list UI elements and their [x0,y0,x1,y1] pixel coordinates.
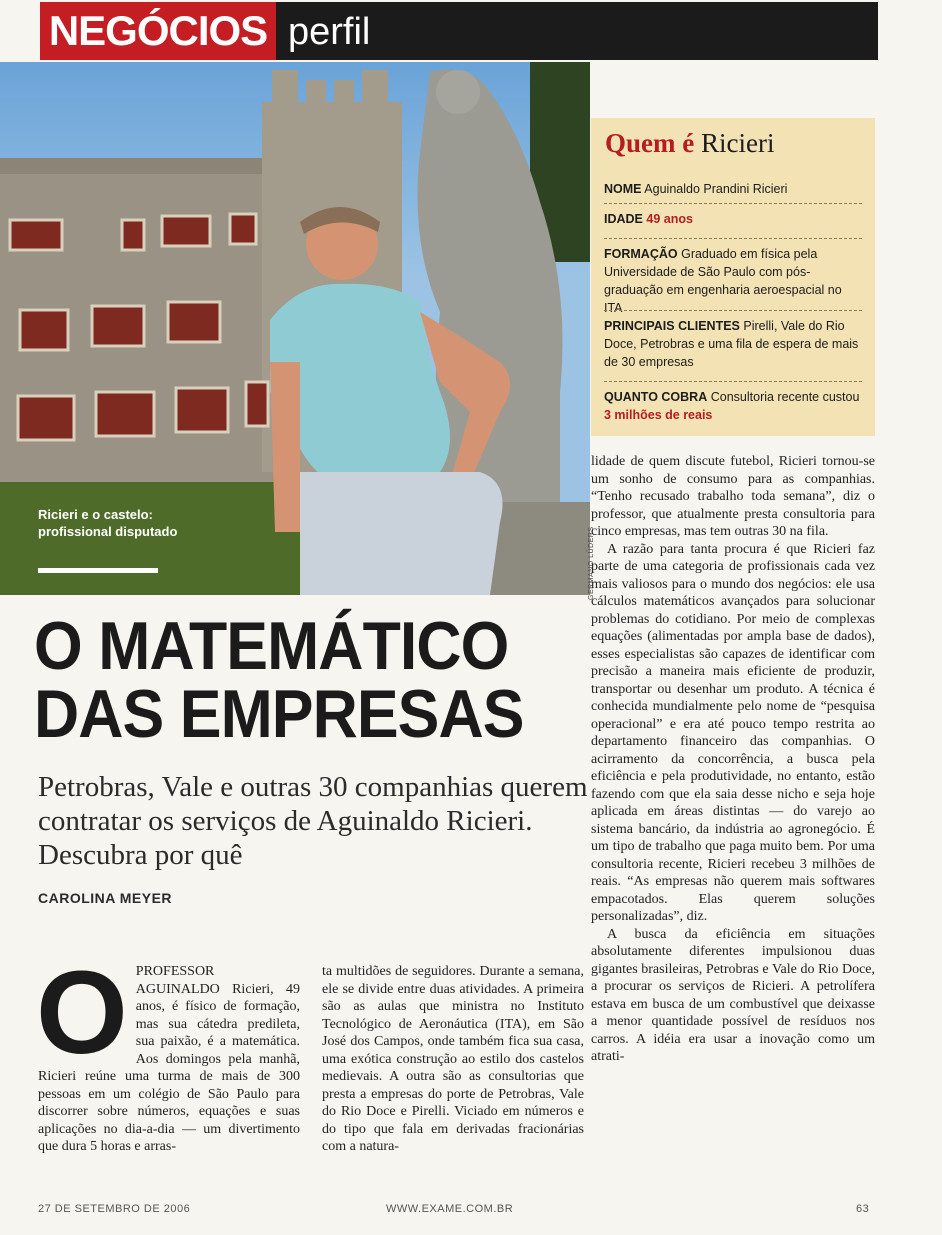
headline-line-1: O MATEMÁTICO [34,608,509,684]
sidebar-row-idade [604,203,862,228]
body-column-2 [322,963,584,1156]
row-value: 49 anos [646,212,693,226]
deck: Petrobras, Vale e outras 30 companhias querem contratar os serviços de Aguinaldo Ricieri. Descubra por quê [38,771,588,871]
row-label: FORMAÇÃO [604,247,678,261]
subsection-label: perfil [288,11,371,53]
row-value: Aguinaldo Prandini Ricieri [644,182,788,196]
sidebar-row-quanto-cobra [604,381,862,424]
sidebar-title [605,126,774,160]
paragraph: A busca da eficiência em situações absolutamente diferentes impulsionou duas gigantes brasileiras, Petrobras e Vale do Rio Doce, a procurar os serviços de Ricieri. A petrolífera estava em busca de um combustível que deixasse a menor quantidade possível de resíduos nos carros. A idéia era usar a inovação como um atrati- [591,926,875,1064]
paragraph: ta multidões de seguidores. Durante a semana, ele se divide entre duas atividades. A primeira são as aulas que ministra no Instituto Tecnológico de Aeronáutica (ITA), em São José dos Campos, onde também fica sua casa, uma exótica construção ao estilo dos castelos medievais. A outra são as consultorias que presta a empresas do porte de Petrobras, Vale do Rio Doce e Pirelli. Viciado em números e do tipo que fala em derivadas fracionárias com a natura- [322,964,584,1154]
sidebar-title-name: Ricieri [700,128,775,158]
row-label: IDADE [604,212,643,226]
row-value: Pirelli, Vale do Rio Doce, Petrobras e uma fila de espera de mais de 30 empresas [604,319,859,369]
body-column-1 [36,947,300,1156]
footer-url[interactable]: WWW.EXAME.COM.BR [386,1203,514,1215]
sidebar-title-bold: Quem é [605,128,695,158]
headline-line-2: DAS EMPRESAS [34,676,524,752]
row-label: PRINCIPAIS CLIENTES [604,319,740,333]
profile-sidebar [591,118,875,436]
drop-cap: O [36,947,128,1079]
row-value: Consultoria recente custou [710,390,860,404]
photo-caption: Ricieri e o castelo: profissional disputado [38,507,178,539]
row-label: NOME [604,182,642,196]
sidebar-row-formacao [604,238,862,317]
sidebar-row-nome [604,174,862,198]
section-label: NEGÓCIOS [40,2,276,60]
paragraph: PROFESSOR AGUINALDO Ricieri, 49 anos, é físico de formação, mas sua cátedra predileta, sua paixão, é a matemática. Aos domingos pela manhã, Ricieri reúne uma turma de mais de 300 pessoas em um colégio de São Paulo para discorrer sobre números, equações e suas aplicações no dia-a-dia — um divertimento que dura 5 horas e arras- [38,964,300,1154]
sidebar-row-clientes [604,310,862,371]
paragraph: lidade de quem discute futebol, Ricieri tornou-se um sonho de consumo para as companhias. “Tenho recusado trabalho toda semana”, diz o professor, que atualmente presta consultoria para cinco empresas, mas tem outras 30 na fila. [591,454,875,539]
byline: CAROLINA MEYER [38,890,173,906]
page-number: 63 [856,1203,870,1215]
paragraph: A razão para tanta procura é que Ricieri faz parte de uma categoria de profissionais cada vez mais valiosos para o mundo dos negócios: ele usa cálculos matemáticos avançados para solucionar problemas do cotidiano. Por meio de complexas equações (alimentadas por ampla base de dados), esses especialistas são capazes de identificar com precisão a maneira mais eficiente de produzir, transportar ou desenhar um produto. A técnica é conhecida mundialmente pelo nome de “pesquisa operacional” e era até pouco tempo restrita ao departamento financeiro das companhias. O acirramento da concorrência, a busca pela eficiência e pela produtividade, no entanto, estão fazendo com que ela saia desse nicho e seja hoje aplicada em áreas distintas — do varejo ao sistema bancário, da indústria ao agronegócio. É um tipo de trabalho que paga muito bem. Por uma consultoria recente, Ricieri recebeu 3 milhões de reais. “As empresas não querem mais softwares empacotados. Elas querem soluções personalizadas”, diz. [591,541,875,924]
row-label: QUANTO COBRA [604,390,708,404]
headline [34,608,558,752]
caption-rule [38,568,158,573]
footer-date: 27 DE SETEMBRO DE 2006 [38,1203,191,1215]
row-value: Graduado em física pela Universidade de São Paulo com pós-graduação em engenharia aeroespacial no ITA [604,247,842,315]
photo-credit-text: GERMANO LÜDERS [588,526,595,600]
row-value-emphasis: 3 milhões de reais [604,408,713,422]
body-column-3 [591,453,875,1066]
